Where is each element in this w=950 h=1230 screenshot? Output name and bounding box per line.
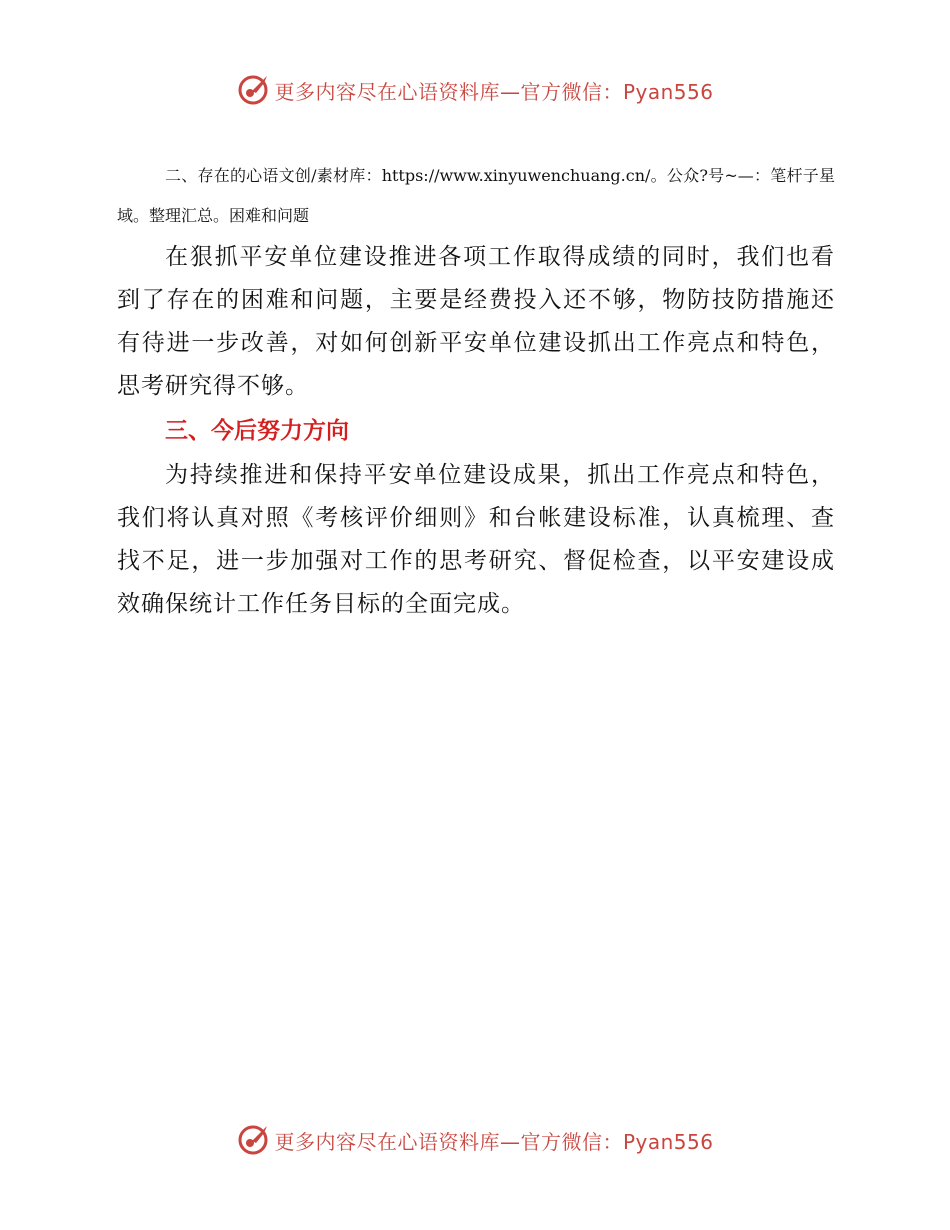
section-heading: 三、今后努力方向: [165, 418, 349, 444]
quill-circle-logo: [236, 73, 270, 107]
body-paragraph-1: 在狠抓平安单位建设推进各项工作取得成绩的同时，我们也看到了存在的困难和问题，主要是经费投入还不够，物防技防措施还有待进一步改善，对如何创新平安单位建设抓出工作亮点和特色，思考研究得不够。: [117, 244, 835, 399]
body-paragraph-2: 为持续推进和保持平安单位建设成果，抓出工作亮点和特色，我们将认真对照《考核评价细则》和台帐建设标准，认真梳理、查找不足，进一步加强对工作的思考研究、督促检查，以平安建设成效确保统计工作任务目标的全面完成。: [117, 462, 835, 617]
quill-circle-logo: [236, 1123, 270, 1157]
document-body: [117, 156, 835, 626]
footer-banner: [0, 1120, 950, 1160]
intro-paragraph: 二、存在的心语文创/素材库：https://www.xinyuwenchuang.cn/。公众?号~—：笔杆子星域。整理汇总。困难和问题: [117, 166, 835, 225]
banner-text: 更多内容尽在心语资料库—官方微信：Pyan556: [274, 1129, 714, 1154]
header-banner: [0, 70, 950, 110]
banner-text: 更多内容尽在心语资料库—官方微信：Pyan556: [274, 79, 714, 104]
